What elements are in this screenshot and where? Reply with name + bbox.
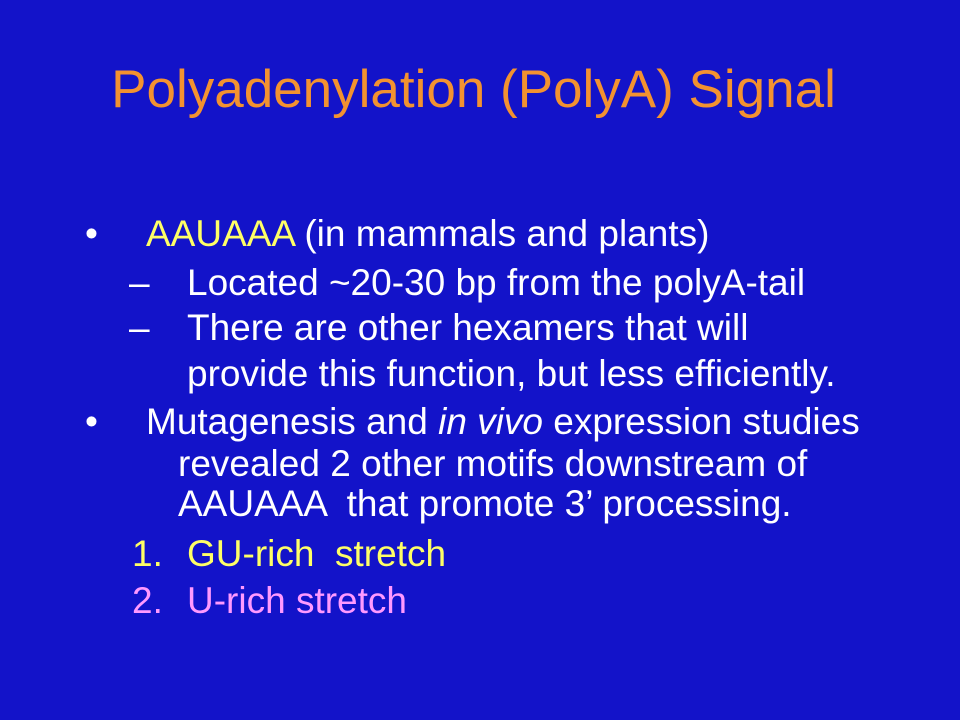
bullet-text: (in mammals and plants) bbox=[294, 213, 710, 254]
numbered-item-text: U-rich stretch bbox=[187, 580, 407, 621]
bullet-text-after: expression studies bbox=[542, 401, 860, 442]
dash-marker: – bbox=[129, 262, 150, 303]
motif-highlight: AAUAAA bbox=[146, 213, 295, 254]
bullet-text-continued: AAUAAA that promote 3’ processing. bbox=[178, 483, 792, 524]
bullet-marker: • bbox=[85, 401, 98, 442]
bullet-line bbox=[146, 213, 709, 255]
bullet-line bbox=[146, 401, 860, 443]
number-marker: 2. bbox=[132, 580, 163, 621]
bullet-text-italic: in vivo bbox=[438, 401, 543, 442]
sub-item-text: There are other hexamers that will bbox=[187, 307, 749, 348]
dash-marker: – bbox=[129, 307, 150, 348]
bullet-text-continued: revealed 2 other motifs downstream of bbox=[178, 443, 808, 484]
number-marker: 1. bbox=[132, 533, 163, 574]
sub-item-text-continued: provide this function, but less efficiently. bbox=[187, 353, 836, 394]
slide-title: Polyadenylation (PolyA) Signal bbox=[111, 60, 836, 119]
bullet-marker: • bbox=[85, 213, 98, 254]
numbered-item-text: GU-rich stretch bbox=[187, 533, 447, 574]
bullet-text-before: Mutagenesis and bbox=[146, 401, 439, 442]
sub-item-text: Located ~20-30 bp from the polyA-tail bbox=[187, 262, 806, 303]
